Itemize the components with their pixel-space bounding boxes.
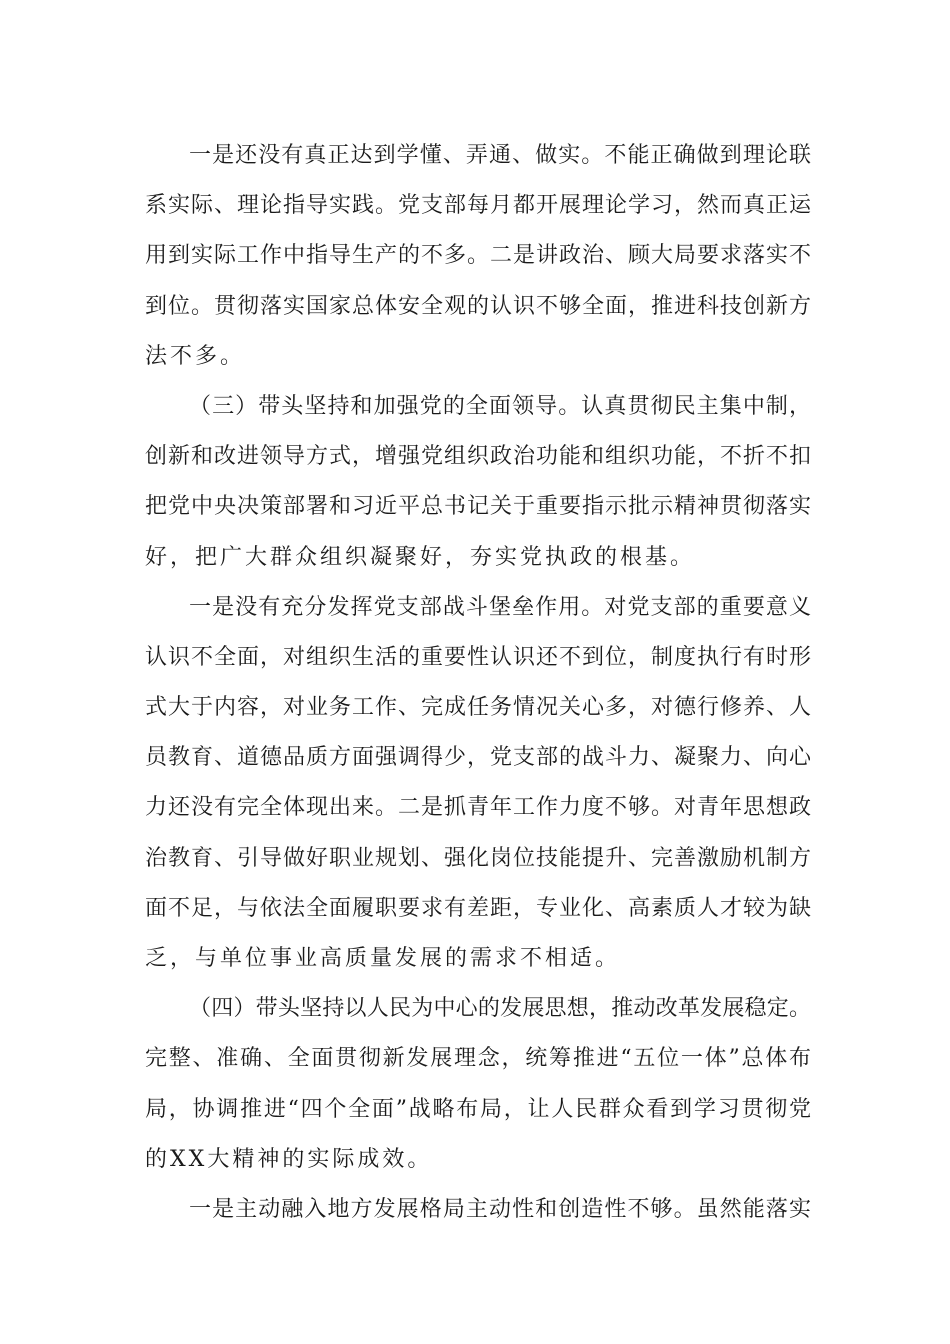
text-line: 创新和改进领导方式，增强党组织政治功能和组织功能，不折不扣 — [145, 444, 811, 470]
text-line: 系实际、理论指导实践。党支部每月都开展理论学习，然而真正运 — [145, 193, 811, 219]
text-line: 用到实际工作中指导生产的不多。二是讲政治、顾大局要求落实不 — [145, 243, 811, 269]
text-line: 到位。贯彻落实国家总体安全观的认识不够全面，推进科技创新方 — [145, 293, 811, 319]
document-body — [145, 131, 811, 1235]
text-line: 治教育、引导做好职业规划、强化岗位技能提升、完善激励机制方 — [145, 845, 811, 871]
text-line: 一是还没有真正达到学懂、弄通、做实。不能正确做到理论联 — [189, 143, 811, 168]
text-line: 一是主动融入地方发展格局主动性和创造性不够。虽然能落实 — [189, 1196, 811, 1222]
text-line: 认识不全面，对组织生活的重要性认识还不到位，制度执行有时形 — [145, 644, 811, 670]
text-line: 乏，与单位事业高质量发展的需求不相适。 — [145, 946, 621, 971]
text-line: 局，协调推进“四个全面”战略布局，让人民群众看到学习贯彻党 — [145, 1096, 811, 1122]
text-line: 好，把广大群众组织凝聚好，夯实党执政的根基。 — [145, 544, 696, 570]
text-line: 法不多。 — [145, 343, 246, 369]
section-heading-line: （四）带头坚持以人民为中心的发展思想，推动改革发展稳定。 — [189, 996, 811, 1022]
text-line: 员教育、道德品质方面强调得少，党支部的战斗力、凝聚力、向心 — [145, 745, 811, 771]
text-line: 力还没有完全体现出来。二是抓青年工作力度不够。对青年思想政 — [145, 795, 811, 821]
text-line: 把党中央决策部署和习近平总书记关于重要指示批示精神贯彻落实 — [145, 494, 811, 520]
text-line: 完整、准确、全面贯彻新发展理念，统筹推进“五位一体”总体布 — [145, 1046, 811, 1072]
text-line: 一是没有充分发挥党支部战斗堡垒作用。对党支部的重要意义 — [189, 594, 811, 620]
text-line: 式大于内容，对业务工作、完成任务情况关心多，对德行修养、人 — [145, 695, 811, 721]
text-line: 面不足，与依法全面履职要求有差距，专业化、高素质人才较为缺 — [145, 895, 811, 921]
text-line: 的XX大精神的实际成效。 — [145, 1146, 433, 1172]
section-heading-line: （三）带头坚持和加强党的全面领导。认真贯彻民主集中制， — [189, 393, 811, 419]
